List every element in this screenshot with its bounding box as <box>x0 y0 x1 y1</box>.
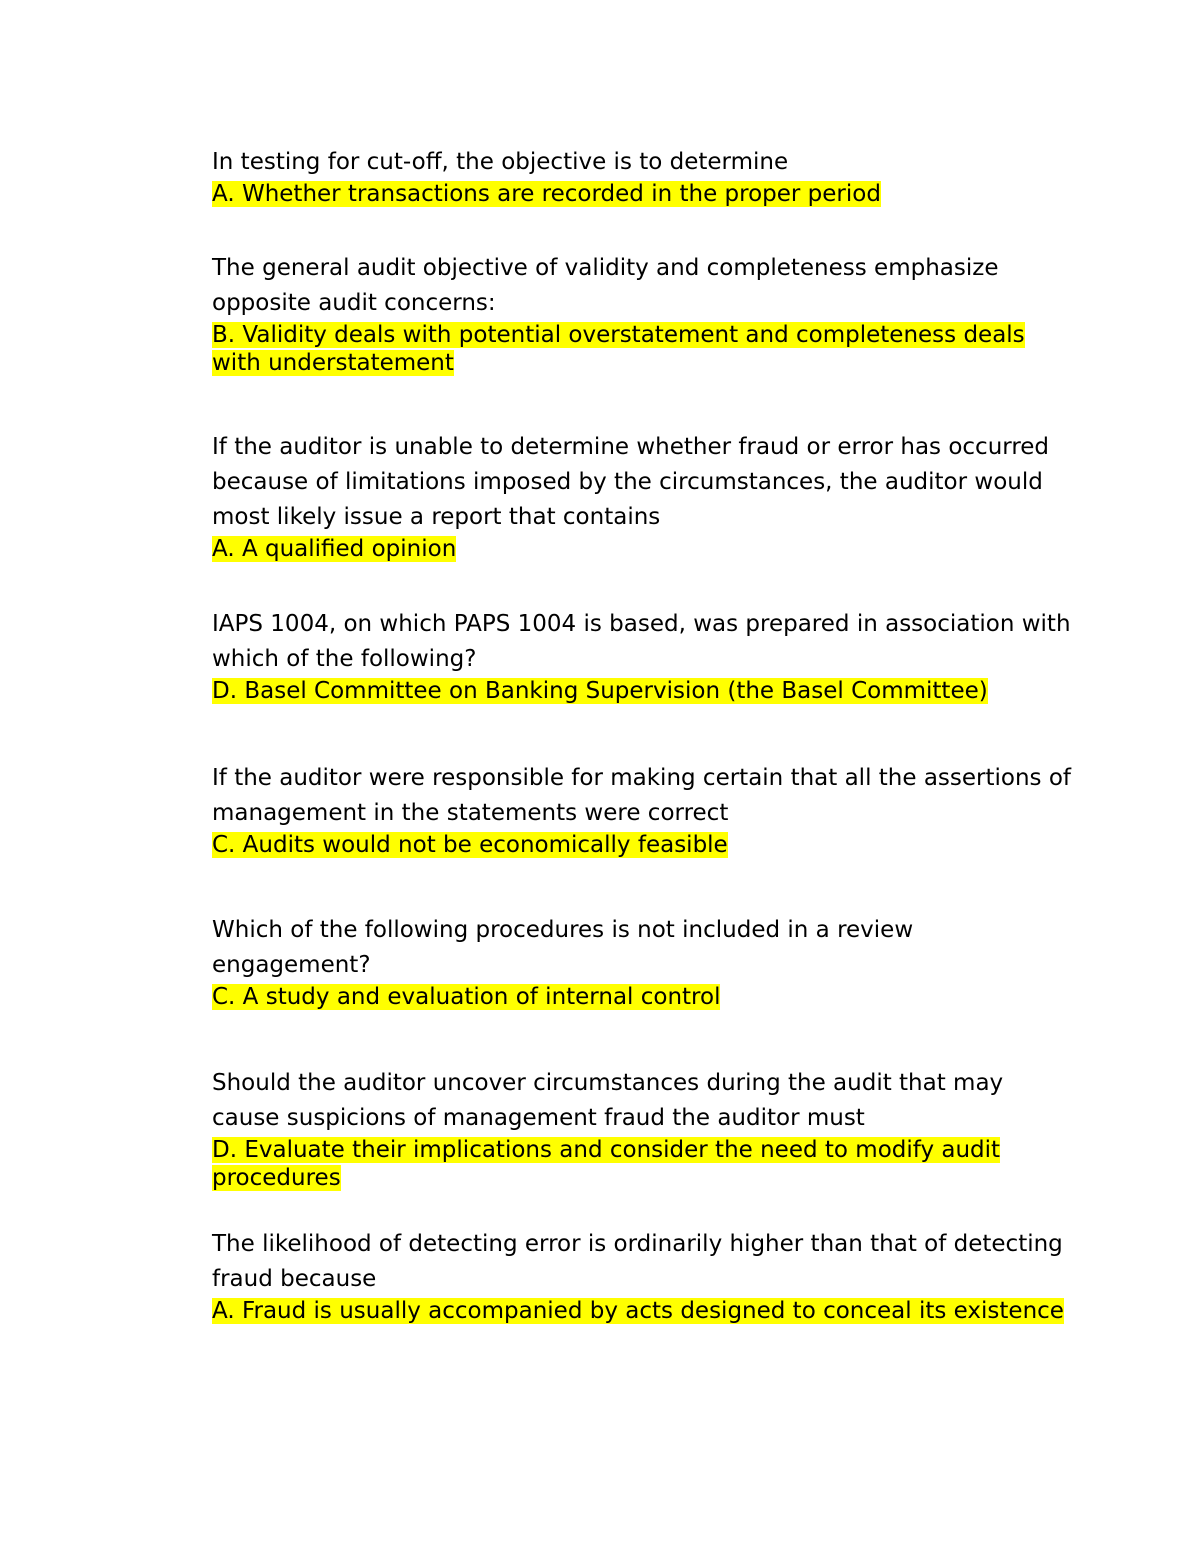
answer-highlight: B. Validity deals with potential overstatement and completeness deals with understatement <box>212 322 1025 376</box>
qa-block-2 <box>212 251 1072 377</box>
answer-highlight: A. A qualified opinion <box>212 536 457 562</box>
question-text: The general audit objective of validity and completeness emphasize opposite audit concerns: <box>212 255 999 316</box>
answer-text <box>212 831 1072 859</box>
qa-block-7 <box>212 1066 1072 1192</box>
question-text: Which of the following procedures is not included in a review engagement? <box>212 917 914 978</box>
answer-text <box>212 535 1072 563</box>
answer-highlight: A. Whether transactions are recorded in the proper period <box>212 181 881 207</box>
answer-text <box>212 180 1072 208</box>
answer-highlight: D. Basel Committee on Banking Supervision (the Basel Committee) <box>212 678 988 704</box>
answer-text <box>212 321 1072 377</box>
answer-highlight: C. A study and evaluation of internal control <box>212 984 721 1010</box>
qa-block-1 <box>212 145 1072 208</box>
qa-block-3 <box>212 430 1072 563</box>
answer-highlight: A. Fraud is usually accompanied by acts designed to conceal its existence <box>212 1298 1064 1324</box>
answer-text <box>212 983 1072 1011</box>
question-text: If the auditor is unable to determine whether fraud or error has occurred because of limitations imposed by the circumstances, the auditor would most likely issue a report that contains <box>212 434 1050 530</box>
answer-highlight: D. Evaluate their implications and consider the need to modify audit procedures <box>212 1137 1001 1191</box>
qa-block-6 <box>212 913 1072 1011</box>
answer-highlight: C. Audits would not be economically feasible <box>212 832 728 858</box>
answer-text <box>212 1136 1072 1192</box>
qa-block-5 <box>212 761 1072 859</box>
qa-block-4 <box>212 607 1072 705</box>
answer-text <box>212 1297 1072 1325</box>
question-text: Should the auditor uncover circumstances during the audit that may cause suspicions of management fraud the auditor must <box>212 1070 1004 1131</box>
question-text: In testing for cut-off, the objective is to determine <box>212 149 789 175</box>
qa-block-8 <box>212 1227 1072 1325</box>
question-text: The likelihood of detecting error is ordinarily higher than that of detecting fraud because <box>212 1231 1063 1292</box>
question-text: IAPS 1004, on which PAPS 1004 is based, was prepared in association with which of the following? <box>212 611 1071 672</box>
answer-text <box>212 677 1072 705</box>
question-text: If the auditor were responsible for making certain that all the assertions of management in the statements were correct <box>212 765 1072 826</box>
